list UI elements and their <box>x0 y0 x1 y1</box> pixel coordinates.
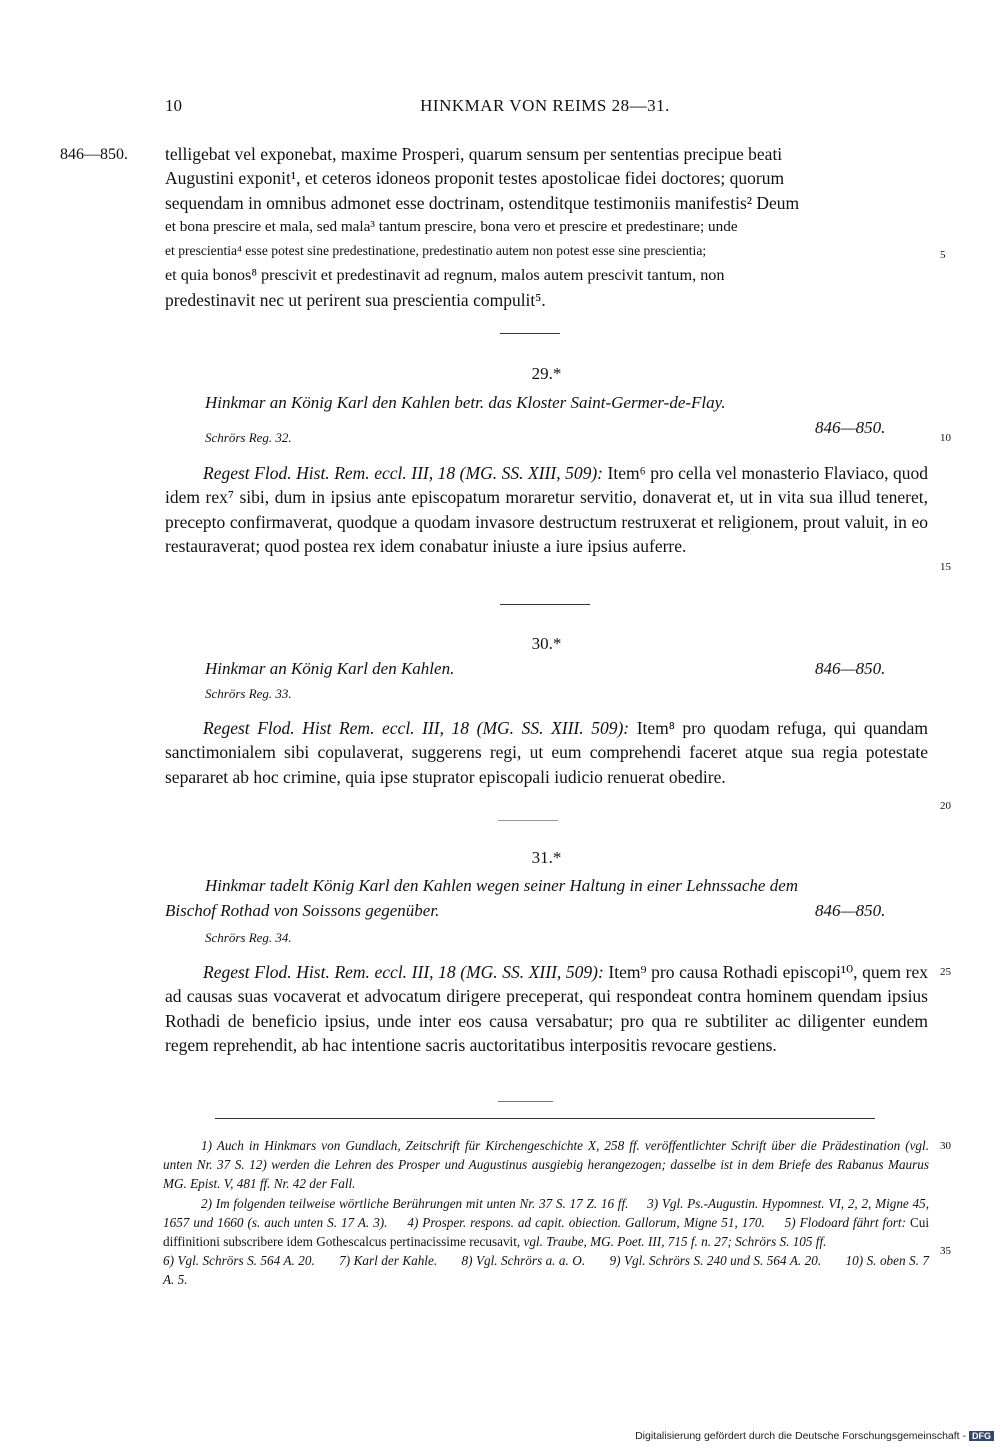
text-line: et quia bonos⁸ prescivit et predestinavit ad regnum, malos autem prescivit tantum, non <box>165 266 725 285</box>
section-divider <box>498 820 558 821</box>
source-citation: Regest Flod. Hist Rem. eccl. III, 18 (MG. SS. XIII. 509): <box>203 718 630 738</box>
section-text: Item⁹ pro causa Rothadi episcopi¹⁰, quem rex ad causas suas vocaverat et advocatum dirigere preceperat, qui respondeat contra hominem quendam ipsius Rothadi de beneficio ipsius, unde inter eos causa versabatur; pro qua re subtiliter ac diligenter eundem regem reprehendit, ab hac intentione sacris auctoritatibus interpositis revocare gestiens. <box>165 962 928 1055</box>
line-number: 10 <box>940 432 951 444</box>
footnote-2: 2) Im folgenden teilweise wörtliche Berührungen mit unten Nr. 37 S. 17 Z. 16 ff. <box>201 1195 629 1211</box>
text-line: et prescientia⁴ esse potest sine predestinatione, predestinatio autem non potest esse sine prescientia; <box>165 243 707 259</box>
intro-paragraph <box>165 142 928 312</box>
section-number: 29.* <box>531 364 562 383</box>
section-divider <box>500 604 590 605</box>
section-date: 846—850. <box>815 901 886 920</box>
text-line: predestinavit nec ut perirent sua prescientia compulit⁵. <box>165 289 546 310</box>
footnote-9: 9) Vgl. Schrörs S. 240 und S. 564 A. 20. <box>609 1253 822 1269</box>
text-line: Augustini exponit¹, et ceteros idoneos proponit testes apostolicae fidei doctores; quorum <box>165 168 785 189</box>
footnote-6-10 <box>163 1251 929 1289</box>
section-heading: Hinkmar an König Karl den Kahlen betr. das Kloster Saint-Germer-de-Flay. <box>205 393 726 412</box>
footnote-5-lead: 5) Flodoard fährt fort: <box>784 1214 906 1230</box>
text-line: et bona prescire et mala, sed mala³ tantum prescire, bona vero et prescire et predestinare; unde <box>165 217 738 235</box>
regest-reference: Schrörs Reg. 32. <box>205 430 292 445</box>
margin-date: 846—850. <box>60 146 128 163</box>
section-heading: Hinkmar an König Karl den Kahlen. <box>205 659 455 678</box>
footnote-5-quote: Cui diffinitioni subscribere idem Gothescalcus pertinacissime recusavit, <box>163 1214 930 1250</box>
footnote-rule <box>215 1118 875 1119</box>
footnote-5-tail: vgl. Traube, MG. Poet. III, 715 f. n. 27; Schrörs S. 105 ff. <box>523 1234 827 1250</box>
footnotes <box>163 1136 929 1290</box>
line-number: 15 <box>940 561 951 573</box>
text-line: telligebat vel exponebat, maxime Prosperi, quarum sensum per sententias precipue beati <box>165 144 783 164</box>
line-number: 35 <box>940 1245 951 1257</box>
dfg-logo: DFG <box>969 1431 994 1441</box>
section-date: 846—850. <box>815 659 886 678</box>
footnote-1: 1) Auch in Hinkmars von Gundlach, Zeitschrift für Kirchengeschichte X, 258 ff. veröffentlichter Schrift über die Prädestination (vgl. unten Nr. 37 S. 12) werden die Lehren des Prosper und Augustinus ausgiebig herangezogen; dasselbe ist in dem Briefe des Rabanus Maurus MG. Epist. V, 481 ff. Nr. 42 der Fall. <box>163 1138 929 1192</box>
section-body <box>165 716 928 789</box>
page-number: 10 <box>165 96 182 115</box>
footnote-3: 3) Vgl. Ps.-Augustin. Hypomnest. VI, 2, 2, Migne 45, 1657 und 1660 (s. auch unten S. 17 A. 3). <box>163 1195 929 1230</box>
source-citation: Regest Flod. Hist. Rem. eccl. III, 18 (MG. SS. XIII, 509): <box>203 962 604 982</box>
regest-reference: Schrörs Reg. 34. <box>205 930 292 945</box>
credit-text: Digitalisierung gefördert durch die Deutsche Forschungsgemeinschaft - <box>635 1430 966 1442</box>
text-line: sequendam in omnibus admonet esse doctrinam, ostenditque testimoniis manifestis² Deum <box>165 192 800 213</box>
section-date: 846—850. <box>815 418 886 437</box>
footnote-7: 7) Karl der Kahle. <box>339 1253 438 1269</box>
section-heading-continued: Bischof Rothad von Soissons gegenüber. <box>165 901 440 920</box>
source-citation: Regest Flod. Hist. Rem. eccl. III, 18 (MG. SS. XIII, 509): <box>203 463 604 483</box>
section-number: 31.* <box>531 848 562 867</box>
digitization-credit <box>635 1430 994 1442</box>
section-divider <box>498 1101 553 1102</box>
line-number: 20 <box>940 800 951 812</box>
section-body <box>165 461 928 558</box>
footnote-10: 10) S. oben S. 7 A. 5. <box>163 1253 930 1288</box>
footnote-4: 4) Prosper. respons. ad capit. obiection. Gallorum, Migne 51, 170. <box>407 1214 765 1230</box>
running-header <box>165 96 925 120</box>
line-number: 30 <box>940 1140 951 1152</box>
line-number: 25 <box>940 966 951 978</box>
regest-reference: Schrörs Reg. 33. <box>205 686 292 701</box>
footnote-6: 6) Vgl. Schrörs S. 564 A. 20. <box>163 1253 315 1269</box>
line-number: 5 <box>940 249 946 261</box>
section-heading: Hinkmar tadelt König Karl den Kahlen wegen seiner Haltung in einer Lehnssache dem <box>205 876 799 895</box>
footnote-2-3-4 <box>163 1194 929 1252</box>
section-number: 30.* <box>531 634 562 653</box>
footnote-8: 8) Vgl. Schrörs a. a. O. <box>461 1253 586 1269</box>
section-body <box>165 960 928 1057</box>
section-text: Item⁶ pro cella vel monasterio Flaviaco, quod idem rex⁷ sibi, dum in ipsius ante episcopatum moraretur servitio, donaverat et, ut in vita sua illud teneret, precepto confirmaverat, quodque a quodam invasore destructum restruxerat et religionem, prout valuit, in eo restauraverat; quod postea rex idem conabatur iniuste a iure ipsius auferre. <box>165 463 929 556</box>
section-text: Item⁸ pro quodam refuga, qui quandam sanctimonialem sibi copulaverat, suggerens regi, ut eum comprehendi faceret atque sua regia potestate separaret ab hoc crimine, quia ipse stuprator episcopali iudicio renuerat obedire. <box>165 718 929 787</box>
running-title: HINKMAR VON REIMS 28—31. <box>420 96 670 115</box>
section-divider <box>500 333 560 334</box>
